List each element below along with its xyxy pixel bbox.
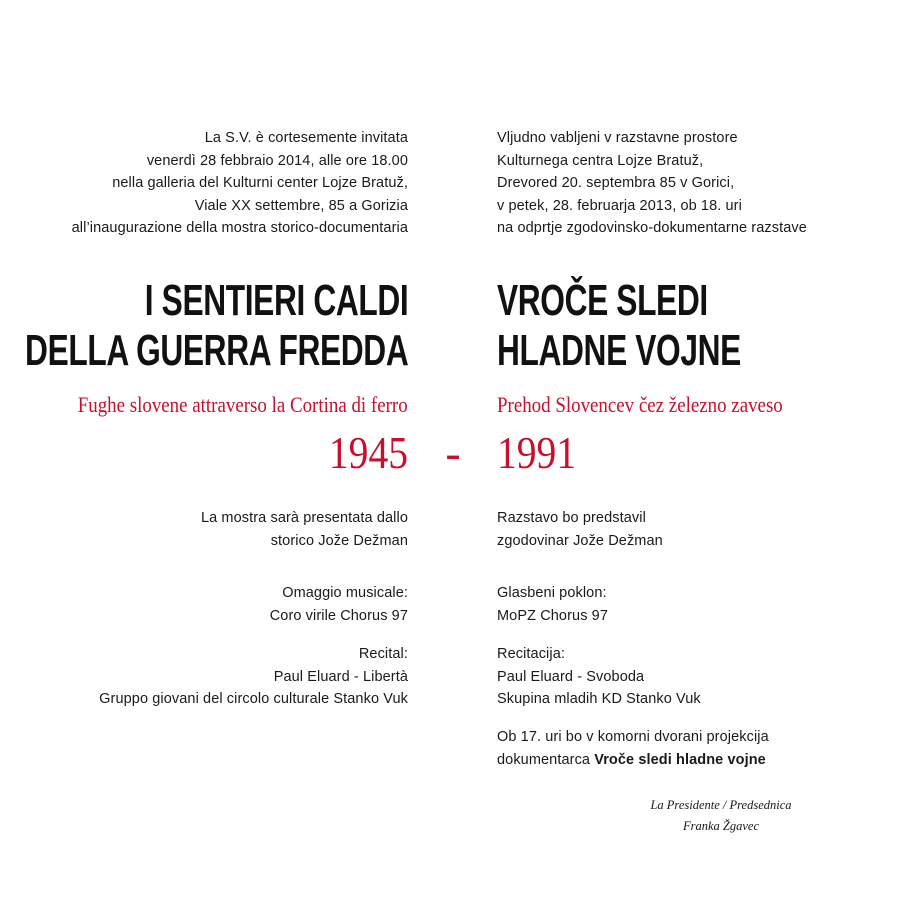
year-start: [316, 428, 408, 478]
music-line: Coro virile Chorus 97: [269, 607, 408, 624]
exhibition-subtitle-sl: [497, 392, 829, 418]
music-text-it: [270, 582, 408, 627]
projection-line: [497, 749, 769, 772]
invitation-text-it: [72, 127, 408, 240]
title-line: I SENTIERI CALDI: [144, 276, 408, 325]
presenter-line: Razstavo bo predstavil: [497, 510, 646, 526]
invitation-text-sl: [497, 127, 807, 240]
title-line: DELLA GUERRA FREDDA: [24, 326, 408, 375]
invitation-line: nella galleria del Kulturni center Lojze Bratuž,: [112, 175, 408, 191]
music-line: Glasbeni poklon:: [497, 585, 607, 601]
recital-line: Gruppo giovani del circolo culturale Stanko Vuk: [99, 691, 408, 707]
recital-line: Paul Eluard - Svoboda: [497, 668, 645, 685]
year-text: 1991: [497, 427, 577, 478]
recital-text-sl: [497, 643, 701, 711]
exhibition-title-it: [0, 276, 408, 376]
presenter-text-sl: [497, 507, 663, 552]
music-line: Omaggio musicale:: [282, 585, 408, 601]
projection-prefix: dokumentarca: [497, 751, 595, 768]
subtitle-text: Prehod Slovencev čez železno zaveso: [497, 392, 783, 417]
presenter-text-it: [201, 507, 408, 552]
signature-block: [616, 795, 826, 837]
title-line: VROČE SLEDI: [497, 276, 708, 325]
recital-line: Recitacija:: [497, 646, 565, 662]
invitation-line: v petek, 28. februarja 2013, ob 18. uri: [497, 197, 742, 214]
invitation-line: all’inaugurazione della mostra storico-documentaria: [71, 220, 408, 236]
presenter-line: storico Jože Dežman: [270, 532, 408, 549]
music-text-sl: [497, 582, 608, 627]
subtitle-text: Fughe slovene attraverso la Cortina di ferro: [78, 392, 408, 417]
invitation-line: La S.V. è cortesemente invitata: [204, 130, 408, 146]
exhibition-subtitle-it: [24, 392, 408, 418]
invitation-line: venerdì 28 febbraio 2014, alle ore 18.00: [146, 152, 408, 169]
projection-line: Ob 17. uri bo v komorni dvorani projekcija: [497, 729, 769, 745]
invitation-line: Kulturnega centra Lojze Bratuž,: [497, 152, 704, 169]
invitation-line: na odprtje zgodovinsko-dokumentarne razstave: [497, 220, 807, 236]
invitation-line: Viale XX settembre, 85 a Gorizia: [194, 197, 408, 214]
exhibition-title-sl: [497, 276, 836, 376]
recital-line: Skupina mladih KD Stanko Vuk: [497, 691, 701, 707]
year-text: 1945: [328, 427, 408, 478]
documentary-title: Vroče sledi hladne vojne: [594, 751, 766, 768]
recital-line: Paul Eluard - Libertà: [273, 668, 408, 685]
presenter-line: La mostra sarà presentata dallo: [200, 510, 408, 526]
recital-text-it: [99, 643, 408, 711]
presenter-line: zgodovinar Jože Dežman: [497, 532, 663, 549]
music-line: MoPZ Chorus 97: [497, 607, 608, 624]
year-end: [497, 428, 589, 478]
year-separator: -: [445, 427, 461, 478]
signature-role: La Presidente / Predsednica: [650, 798, 792, 812]
signature-name: Franka Žgavec: [682, 819, 760, 833]
projection-text-sl: [497, 726, 769, 771]
invitation-line: Drevored 20. septembra 85 v Gorici,: [497, 175, 735, 191]
title-line: HLADNE VOJNE: [497, 326, 741, 375]
recital-line: Recital:: [358, 646, 408, 662]
invitation-line: Vljudno vabljeni v razstavne prostore: [497, 130, 738, 146]
